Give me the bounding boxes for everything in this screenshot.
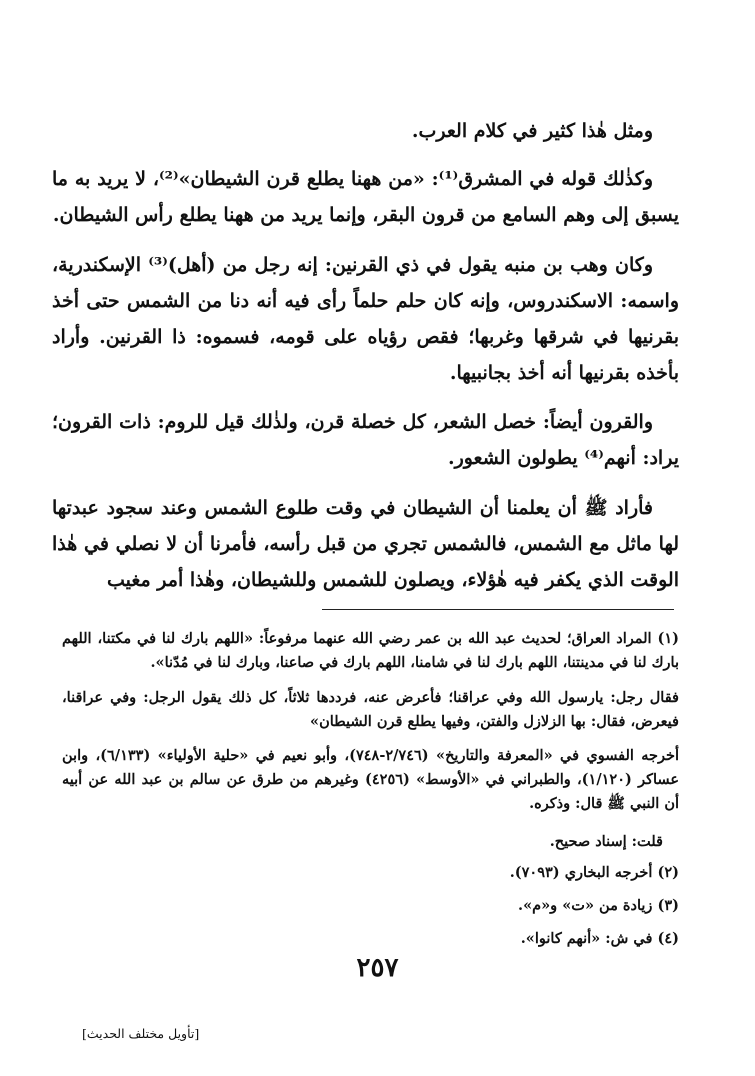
paragraph-2-text: وكذٰلك قوله في المشرق⁽¹⁾: «من ههنا يطلع قرن الشيطان»⁽²⁾، لا يريد به ما يسبق إلى وهم السامع من قرون البقر، وإنما يريد من ههنا يطلع رأس الشيطان. — [52, 168, 679, 226]
paragraph-1-text: ومثل هٰذا كثير في كلام العرب. — [411, 120, 653, 142]
footnote-4: (٤) في ش: «أنهم كانوا». — [520, 930, 679, 947]
footnote-1-sources: أخرجه الفسوي في «المعرفة والتاريخ» (٢/٧٤٦-٧٤٨)، وأبو نعيم في «حلية الأولياء» (٦/١٣٣)، وابن عساكر (١/١٢٠)، والطبراني في «الأوسط» (٤٢٥٦) وغيرهم من طرق عن سالم بن عبد الله عن أبيه أن النبي ﷺ قال: وذكره. — [62, 747, 679, 812]
paragraph-5 — [52, 490, 679, 598]
footnote-1-continuation: فقال رجل: يارسول الله وفي عراقنا؛ فأعرض عنه، فرددها ثلاثاً، كل ذلك يقول الرجل: وفي عراقنا، فيعرض، فقال: بها الزلازل والفتن، وفيها يطلع قرن الشيطان» — [62, 689, 679, 730]
footnote-1-note: قلت: إسناد صحيح. — [549, 833, 663, 850]
paragraph-5-text: فأراد ﷺ أن يعلمنا أن الشيطان في وقت طلوع الشمس وعند سجود عبدتها لها ماثل مع الشمس، فالشمس تجري من قبل رأسه، فأمرنا أن لا نصلي في هٰذا الوقت الذي يكفر فيه هٰؤلاء، ويصلون للشمس وللشيطان، وهٰذا أمر مغيب — [52, 497, 679, 591]
page-number: ٢٥٧ — [356, 953, 399, 983]
paragraph-1 — [52, 113, 679, 149]
footnote-3: (٣) زيادة من «ت» و«م». — [518, 897, 679, 914]
paragraph-4 — [52, 404, 679, 476]
paragraph-3 — [52, 247, 679, 391]
footnote-2: (٢) أخرجه البخاري (٧٠٩٣). — [509, 864, 679, 881]
footnote-1: (١) المراد العراق؛ لحديث عبد الله بن عمر رضي الله عنهما مرفوعاً: «اللهم بارك لنا في مكتنا، اللهم بارك لنا في مدينتنا، اللهم بارك لنا في شامنا، اللهم بارك في صاعنا، وبارك لنا في مُدّنا». — [62, 630, 679, 671]
footnote-divider — [322, 609, 674, 610]
paragraph-3-text: وكان وهب بن منبه يقول في ذي القرنين: إنه رجل من (أهل)⁽³⁾ الإسكندرية، واسمه: الاسكندروس، وإنه كان حلم حلماً رأى فيه أنه دنا من الشمس حتى أخذ بقرنيها في شرقها وغربها؛ فقص رؤياه على قومه، فسموه: ذا القرنين. وأراد بأخذه بقرنيها أنه أخذ بجانبيها. — [52, 254, 679, 384]
running-footer: [تأويل مختلف الحديث] — [82, 1026, 200, 1041]
paragraph-2 — [52, 161, 679, 233]
paragraph-4-text: والقرون أيضاً: خصل الشعر، كل خصلة قرن، ولذٰلك قيل للروم: ذات القرون؛ يراد: أنهم⁽⁴⁾ يطولون الشعور. — [52, 411, 679, 469]
